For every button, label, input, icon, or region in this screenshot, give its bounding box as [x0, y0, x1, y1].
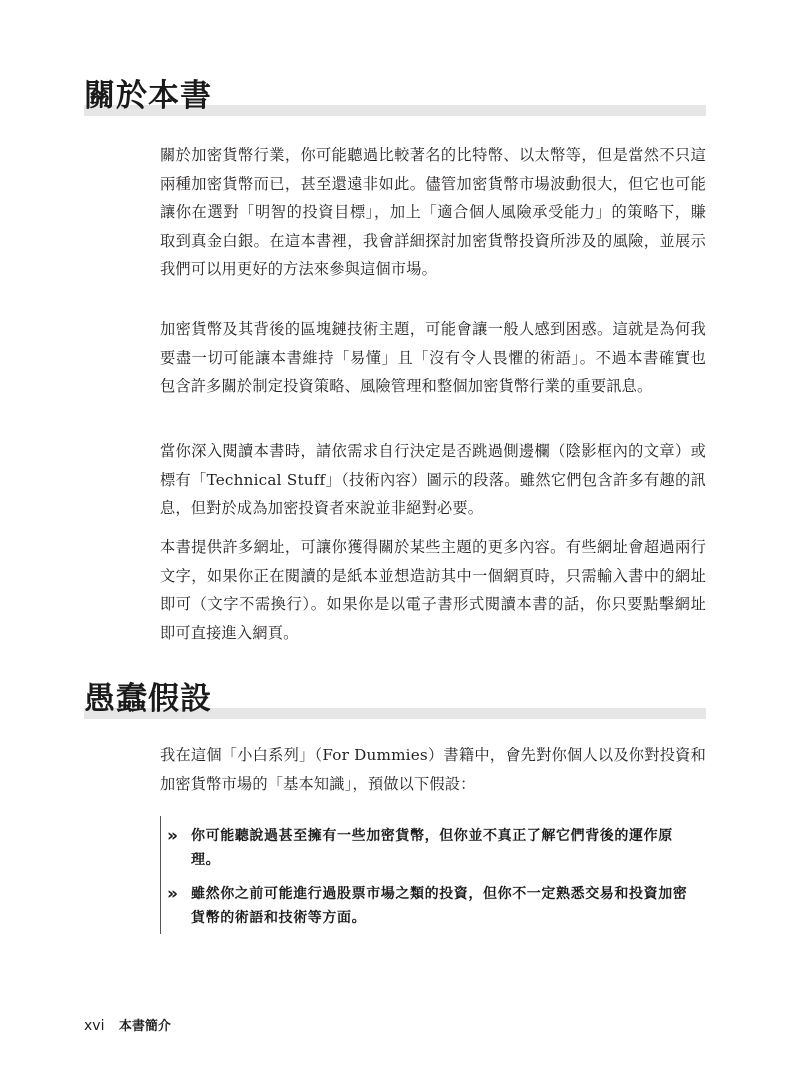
- bullet-list: [160, 816, 707, 934]
- page-footer: [84, 1016, 171, 1037]
- section-heading-about: [84, 76, 706, 116]
- double-chevron-icon: »: [167, 884, 175, 904]
- paragraph: 關於加密貨幣行業，你可能聽過比較著名的比特幣、以太幣等，但是當然不只這兩種加密貨幣而已，甚至還遠非如此。儘管加密貨幣市場波動很大，但它也可能讓你在選對「明智的投資目標」，加上「適合個人風險承受能力」的策略下，賺取到真金白銀。在這本書裡，我會詳細探討加密貨幣投資所涉及的風險，並展示我們可以用更好的方法來參與這個市場。: [160, 146, 706, 278]
- section-heading-assumptions: [84, 679, 706, 719]
- list-item-text: 你可能聽說過甚至擁有一些加密貨幣，但你並不真正了解它們背後的運作原理。: [191, 828, 673, 868]
- paragraph: 當你深入閱讀本書時，請依需求自行決定是否跳過側邊欄（陰影框內的文章）或標有「Technical Stuff」（技術內容）圖示的段落。雖然它們包含許多有趣的訊息，但對於成為加密投資者來說並非絕對必要。: [160, 442, 706, 517]
- paragraph: 本書提供許多網址，可讓你獲得關於某些主題的更多內容。有些網址會超過兩行文字，如果你正在閱讀的是紙本並想造訪其中一個網頁時，只需輸入書中的網址即可（文字不需換行）。如果你是以電子書形式閱讀本書的話，你只要點擊網址即可直接進入網頁。: [160, 538, 706, 642]
- double-chevron-icon: »: [167, 826, 175, 846]
- footer-section-name: 本書簡介: [118, 1019, 171, 1034]
- list-item-text: 雖然你之前可能進行過股票市場之類的投資，但你不一定熟悉交易和投資加密貨幣的術語和技術等方面。: [191, 886, 688, 926]
- section-title: 愚蠢假設: [84, 681, 212, 717]
- page-number: xvi: [84, 1018, 105, 1034]
- intro-paragraph: 我在這個「小白系列」（For Dummies）書籍中，會先對你個人以及你對投資和加密貨幣市場的「基本知識」，預做以下假設：: [160, 746, 706, 793]
- paragraph: 加密貨幣及其背後的區塊鏈技術主題，可能會讓一般人感到困惑。這就是為何我要盡一切可能讓本書維持「易懂」且「沒有令人畏懼的術語」。不過本書確實也包含許多關於制定投資策略、風險管理和整個加密貨幣行業的重要訊息。: [160, 320, 706, 395]
- section-title: 關於本書: [84, 78, 212, 114]
